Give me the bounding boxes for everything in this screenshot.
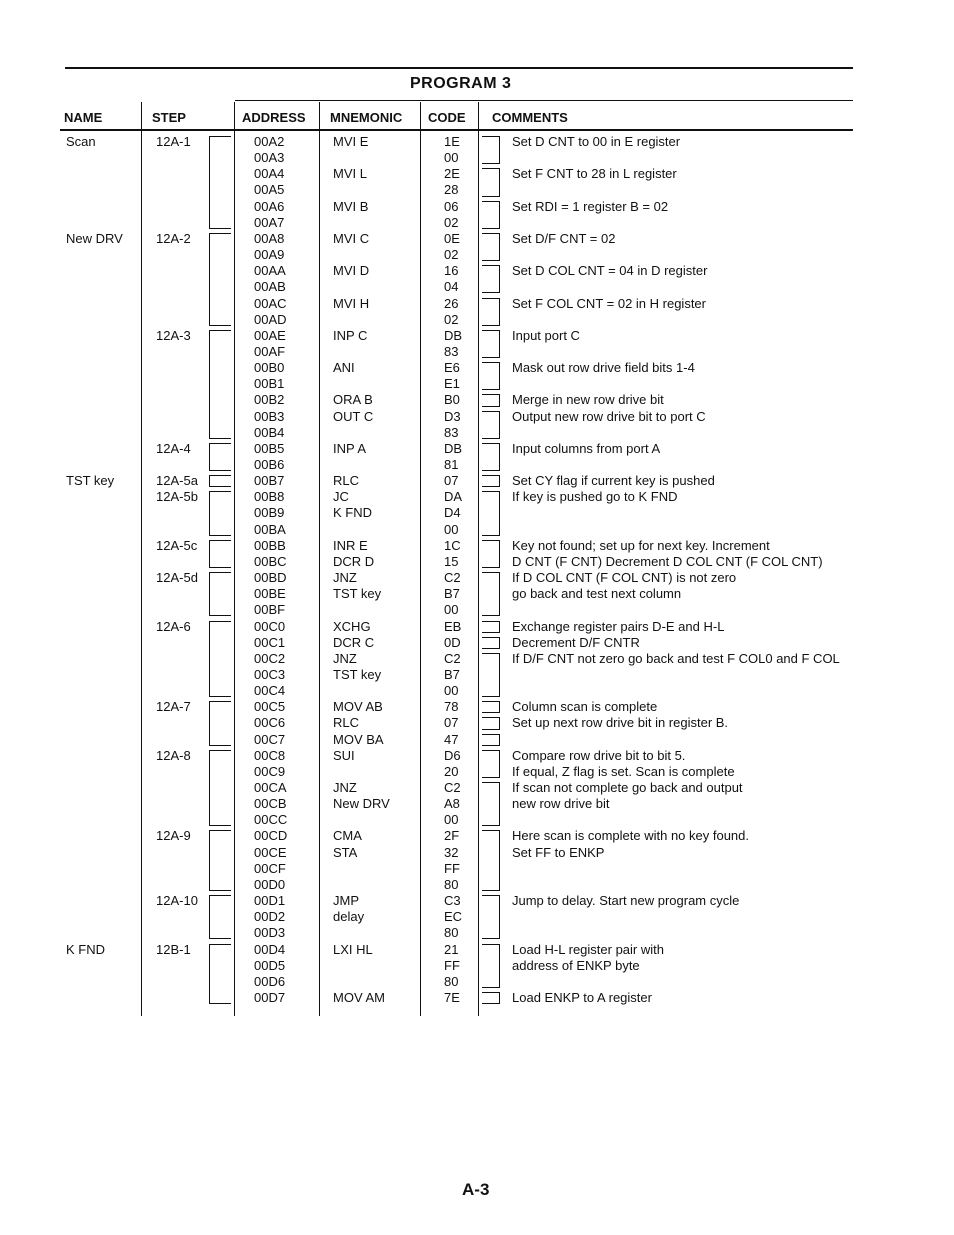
- mnemonic-cell: MVI L: [333, 166, 367, 182]
- address-cell: 00D0: [254, 876, 286, 892]
- comment-cell: Set F COL CNT = 02 in H register: [512, 295, 706, 311]
- code-cell: 07: [444, 473, 459, 489]
- step-cell: 12B-1: [156, 941, 191, 957]
- mnemonic-cell: JNZ: [333, 780, 357, 795]
- code-cell: 28: [444, 182, 459, 198]
- comment-cell: address of ENKP byte: [512, 957, 640, 973]
- step-bracket: [209, 750, 231, 827]
- instruction-bracket: [482, 136, 500, 164]
- instruction-bracket: [482, 782, 500, 826]
- comment-cell: go back and test next column: [512, 586, 682, 602]
- address-cell: 00C7: [254, 731, 286, 747]
- mnemonic-cell: JNZ: [333, 650, 357, 666]
- step-bracket: [209, 944, 231, 1005]
- address-cell: 00D4: [254, 941, 286, 957]
- mnemonic-cell: MOV BA: [333, 731, 384, 747]
- comment-cell: Set RDI = 1 register B = 02: [512, 198, 669, 214]
- step-cell: 12A-3: [156, 327, 191, 343]
- instruction-bracket: [482, 475, 500, 487]
- code-cell: D4: [444, 505, 461, 521]
- code-cell: 2E: [444, 166, 460, 182]
- mnemonic-cell: delay: [333, 909, 365, 925]
- step-bracket: [209, 233, 231, 326]
- address-cell: 00C8: [254, 747, 286, 763]
- comment-cell: Jump to delay. Start new program cycle: [512, 893, 740, 909]
- comment-cell: If key is pushed go to K FND: [512, 489, 678, 505]
- step-cell: 12A-8: [156, 747, 191, 763]
- address-cell: 00B5: [254, 440, 285, 456]
- mnemonic-cell: INP C: [333, 327, 368, 343]
- step-cell: 12A-5a: [156, 473, 198, 489]
- code-cell: 80: [444, 876, 459, 892]
- code-cell: 81: [444, 457, 459, 472]
- instruction-bracket: [482, 717, 500, 729]
- comment-cell: Key not found; set up for next key. Increment: [512, 537, 770, 553]
- mnemonic-cell: SUI: [333, 747, 355, 763]
- column-divider-address-mnemonic: [319, 102, 320, 1016]
- step-cell: 12A-5d: [156, 570, 198, 586]
- comment-cell: Here scan is complete with no key found.: [512, 828, 750, 844]
- address-cell: 00B6: [254, 457, 285, 472]
- code-cell: C3: [444, 893, 461, 909]
- column-divider-mnemonic-code: [420, 102, 421, 1016]
- address-cell: 00CC: [254, 812, 288, 828]
- address-cell: 00C6: [254, 715, 286, 731]
- instruction-bracket: [482, 992, 500, 1004]
- code-cell: D6: [444, 747, 461, 763]
- mnemonic-cell: MVI E: [333, 134, 369, 149]
- comment-cell: Decrement D/F CNTR: [512, 634, 640, 650]
- address-cell: 00BA: [254, 521, 286, 537]
- instruction-bracket: [482, 168, 500, 196]
- name-cell: Scan: [66, 134, 96, 149]
- mnemonic-cell: MVI C: [333, 230, 370, 246]
- code-cell: E6: [444, 360, 460, 376]
- address-cell: 00C2: [254, 650, 286, 666]
- address-cell: 00BF: [254, 602, 286, 618]
- address-cell: 00AD: [254, 311, 287, 327]
- mnemonic-cell: MVI B: [333, 198, 369, 214]
- address-cell: 00AA: [254, 263, 286, 279]
- code-cell: DA: [444, 489, 463, 505]
- step-bracket: [209, 621, 231, 698]
- address-cell: 00C3: [254, 666, 286, 682]
- code-cell: 1C: [444, 537, 461, 553]
- address-cell: 00B2: [254, 392, 285, 408]
- address-cell: 00C1: [254, 634, 286, 650]
- code-cell: 7E: [444, 989, 460, 1005]
- comment-cell: new row drive bit: [512, 796, 610, 812]
- code-cell: 20: [444, 763, 459, 779]
- header-step: STEP: [152, 110, 186, 125]
- code-cell: B7: [444, 666, 460, 682]
- comment-cell: Set up next row drive bit in register B.: [512, 715, 729, 731]
- mnemonic-cell: MVI D: [333, 263, 370, 279]
- step-bracket: [209, 491, 231, 535]
- comment-cell: Merge in new row drive bit: [512, 392, 664, 408]
- step-bracket: [209, 572, 231, 616]
- address-cell: 00B9: [254, 505, 285, 521]
- step-cell: 12A-9: [156, 828, 191, 844]
- mnemonic-cell: ORA B: [333, 392, 373, 408]
- comment-cell: Set FF to ENKP: [512, 844, 605, 860]
- column-divider-step-address: [234, 102, 235, 1016]
- comment-cell: Load ENKP to A register: [512, 989, 652, 1005]
- code-cell: EC: [444, 909, 463, 925]
- address-cell: 00CB: [254, 796, 287, 812]
- address-cell: 00A5: [254, 182, 285, 198]
- step-bracket: [209, 330, 231, 439]
- address-cell: 00CE: [254, 844, 287, 860]
- address-cell: 00D3: [254, 925, 286, 941]
- mnemonic-cell: JMP: [333, 893, 359, 909]
- address-cell: 00AE: [254, 327, 286, 343]
- address-cell: 00BB: [254, 537, 286, 553]
- header-code: CODE: [428, 110, 466, 125]
- address-cell: 00A8: [254, 230, 285, 246]
- code-cell: 02: [444, 311, 459, 327]
- code-cell: E1: [444, 376, 460, 392]
- address-cell: 00C5: [254, 699, 286, 715]
- step-cell: 12A-1: [156, 134, 191, 149]
- step-bracket: [209, 475, 231, 487]
- mnemonic-cell: INR E: [333, 537, 368, 553]
- code-cell: FF: [444, 860, 460, 876]
- code-cell: DB: [444, 327, 463, 343]
- mnemonic-cell: TST key: [333, 586, 382, 602]
- step-bracket: [209, 443, 231, 471]
- column-divider-name-step: [141, 102, 142, 1016]
- mnemonic-cell: RLC: [333, 715, 360, 731]
- instruction-bracket: [482, 895, 500, 939]
- header-name: NAME: [64, 110, 103, 125]
- mnemonic-cell: CMA: [333, 828, 362, 844]
- address-cell: 00D2: [254, 909, 286, 925]
- instruction-bracket: [482, 734, 500, 746]
- address-cell: 00BE: [254, 586, 286, 602]
- step-cell: 12A-5c: [156, 537, 198, 553]
- address-cell: 00AF: [254, 343, 286, 359]
- code-cell: B7: [444, 586, 460, 602]
- instruction-bracket: [482, 201, 500, 229]
- address-cell: 00CF: [254, 860, 286, 876]
- comment-cell: Set F CNT to 28 in L register: [512, 166, 677, 182]
- address-cell: 00B0: [254, 360, 285, 376]
- instruction-bracket: [482, 701, 500, 713]
- address-cell: 00B3: [254, 408, 285, 424]
- address-cell: 00A4: [254, 166, 285, 182]
- comment-cell: Input port C: [512, 327, 580, 343]
- step-cell: 12A-5b: [156, 489, 198, 505]
- address-cell: 00AC: [254, 295, 287, 311]
- mnemonic-cell: RLC: [333, 473, 360, 489]
- code-cell: 06: [444, 198, 459, 214]
- code-cell: A8: [444, 796, 460, 812]
- mnemonic-cell: XCHG: [333, 618, 371, 634]
- comment-cell: If scan not complete go back and output: [512, 780, 743, 795]
- mnemonic-cell: MOV AM: [333, 989, 386, 1005]
- instruction-bracket: [482, 362, 500, 390]
- address-cell: 00C0: [254, 618, 286, 634]
- code-cell: C2: [444, 570, 461, 586]
- code-cell: EB: [444, 618, 462, 634]
- comment-cell: Set D CNT to 00 in E register: [512, 134, 681, 149]
- address-cell: 00A7: [254, 214, 285, 230]
- code-cell: 2F: [444, 828, 460, 844]
- code-cell: 80: [444, 973, 459, 989]
- mnemonic-cell: JC: [333, 489, 349, 505]
- code-cell: 0D: [444, 634, 461, 650]
- address-cell: 00A9: [254, 247, 285, 263]
- code-cell: 00: [444, 602, 459, 618]
- comment-cell: Mask out row drive field bits 1-4: [512, 360, 695, 376]
- instruction-bracket: [482, 572, 500, 616]
- step-cell: 12A-6: [156, 618, 191, 634]
- address-cell: 00CD: [254, 828, 288, 844]
- code-cell: 16: [444, 263, 459, 279]
- mnemonic-cell: OUT C: [333, 408, 374, 424]
- code-cell: FF: [444, 957, 460, 973]
- column-divider-code-comments: [478, 102, 479, 1016]
- page-number: A-3: [462, 1180, 490, 1199]
- comment-cell: Set CY flag if current key is pushed: [512, 473, 715, 489]
- mnemonic-cell: TST key: [333, 666, 382, 682]
- address-cell: 00B7: [254, 473, 285, 489]
- code-cell: 15: [444, 553, 459, 569]
- mnemonic-cell: K FND: [333, 505, 372, 521]
- mnemonic-cell: New DRV: [333, 796, 390, 812]
- top-rule: [65, 67, 853, 69]
- mnemonic-cell: MOV AB: [333, 699, 383, 715]
- comment-cell: If D COL CNT (F COL CNT) is not zero: [512, 570, 737, 586]
- code-cell: 83: [444, 343, 459, 359]
- step-bracket: [209, 895, 231, 939]
- address-cell: 00D1: [254, 893, 286, 909]
- instruction-bracket: [482, 491, 500, 535]
- header-rule: [60, 129, 853, 131]
- instruction-bracket: [482, 830, 500, 891]
- header-address: ADDRESS: [242, 110, 306, 125]
- comment-cell: Compare row drive bit to bit 5.: [512, 747, 686, 763]
- comment-cell: Set D COL CNT = 04 in D register: [512, 263, 708, 279]
- name-cell: New DRV: [66, 230, 123, 246]
- comment-cell: If D/F CNT not zero go back and test F COL0 and F COL: [512, 650, 840, 666]
- code-cell: 04: [444, 279, 459, 295]
- header-mnemonic: MNEMONIC: [330, 110, 403, 125]
- code-cell: C2: [444, 780, 461, 795]
- code-cell: 47: [444, 731, 459, 747]
- step-bracket: [209, 136, 231, 229]
- comment-cell: Input columns from port A: [512, 440, 661, 456]
- address-cell: 00CA: [254, 780, 287, 795]
- mnemonic-cell: JNZ: [333, 570, 357, 586]
- address-cell: 00BD: [254, 570, 287, 586]
- code-cell: DB: [444, 440, 463, 456]
- code-cell: 07: [444, 715, 459, 731]
- instruction-bracket: [482, 621, 500, 633]
- address-cell: 00B8: [254, 489, 285, 505]
- instruction-bracket: [482, 411, 500, 439]
- instruction-bracket: [482, 330, 500, 358]
- mnemonic-cell: STA: [333, 844, 358, 860]
- address-cell: 00A2: [254, 134, 285, 149]
- address-cell: 00D7: [254, 989, 286, 1005]
- code-cell: C2: [444, 650, 461, 666]
- instruction-bracket: [482, 394, 500, 406]
- code-cell: 32: [444, 844, 459, 860]
- comment-cell: Set D/F CNT = 02: [512, 230, 616, 246]
- code-cell: 02: [444, 247, 459, 263]
- code-cell: D3: [444, 408, 461, 424]
- address-cell: 00C4: [254, 683, 286, 699]
- address-cell: 00B1: [254, 376, 285, 392]
- address-cell: 00B4: [254, 424, 285, 440]
- step-cell: 12A-2: [156, 230, 191, 246]
- mnemonic-cell: ANI: [333, 360, 355, 376]
- header-comments: COMMENTS: [492, 110, 568, 125]
- instruction-bracket: [482, 944, 500, 988]
- code-cell: 00: [444, 521, 459, 537]
- code-cell: 1E: [444, 134, 460, 149]
- instruction-bracket: [482, 233, 500, 261]
- code-cell: 00: [444, 683, 459, 699]
- name-cell: TST key: [66, 473, 115, 489]
- instruction-bracket: [482, 637, 500, 649]
- code-cell: 02: [444, 214, 459, 230]
- instruction-bracket: [482, 298, 500, 326]
- instruction-bracket: [482, 265, 500, 293]
- code-cell: 80: [444, 925, 459, 941]
- address-cell: 00D6: [254, 973, 286, 989]
- instruction-bracket: [482, 443, 500, 471]
- instruction-bracket: [482, 653, 500, 697]
- title-rule: [235, 100, 853, 101]
- code-cell: 21: [444, 941, 459, 957]
- step-bracket: [209, 701, 231, 745]
- code-cell: 26: [444, 295, 459, 311]
- address-cell: 00BC: [254, 553, 287, 569]
- comment-cell: D CNT (F CNT) Decrement D COL CNT (F COL CNT): [512, 553, 823, 569]
- code-cell: 78: [444, 699, 459, 715]
- step-bracket: [209, 540, 231, 568]
- address-cell: 00A3: [254, 150, 285, 166]
- step-cell: 12A-4: [156, 440, 191, 456]
- name-cell: K FND: [66, 941, 105, 957]
- address-cell: 00C9: [254, 763, 286, 779]
- code-cell: 00: [444, 812, 459, 828]
- instruction-bracket: [482, 750, 500, 778]
- instruction-bracket: [482, 540, 500, 568]
- comment-cell: Load H-L register pair with: [512, 941, 664, 957]
- comment-cell: Output new row drive bit to port C: [512, 408, 706, 424]
- mnemonic-cell: LXI HL: [333, 941, 373, 957]
- comment-cell: Exchange register pairs D-E and H-L: [512, 618, 725, 634]
- code-cell: 00: [444, 150, 459, 166]
- mnemonic-cell: INP A: [333, 440, 367, 456]
- code-cell: 83: [444, 424, 459, 440]
- step-bracket: [209, 830, 231, 891]
- comment-cell: If equal, Z flag is set. Scan is complete: [512, 763, 735, 779]
- address-cell: 00D5: [254, 957, 286, 973]
- code-cell: 0E: [444, 230, 460, 246]
- mnemonic-cell: MVI H: [333, 295, 370, 311]
- step-cell: 12A-7: [156, 699, 191, 715]
- step-cell: 12A-10: [156, 893, 198, 909]
- code-cell: B0: [444, 392, 460, 408]
- program-title: PROGRAM 3: [410, 75, 512, 92]
- address-cell: 00AB: [254, 279, 286, 295]
- mnemonic-cell: DCR C: [333, 634, 375, 650]
- comment-cell: Column scan is complete: [512, 699, 658, 715]
- address-cell: 00A6: [254, 198, 285, 214]
- mnemonic-cell: DCR D: [333, 553, 375, 569]
